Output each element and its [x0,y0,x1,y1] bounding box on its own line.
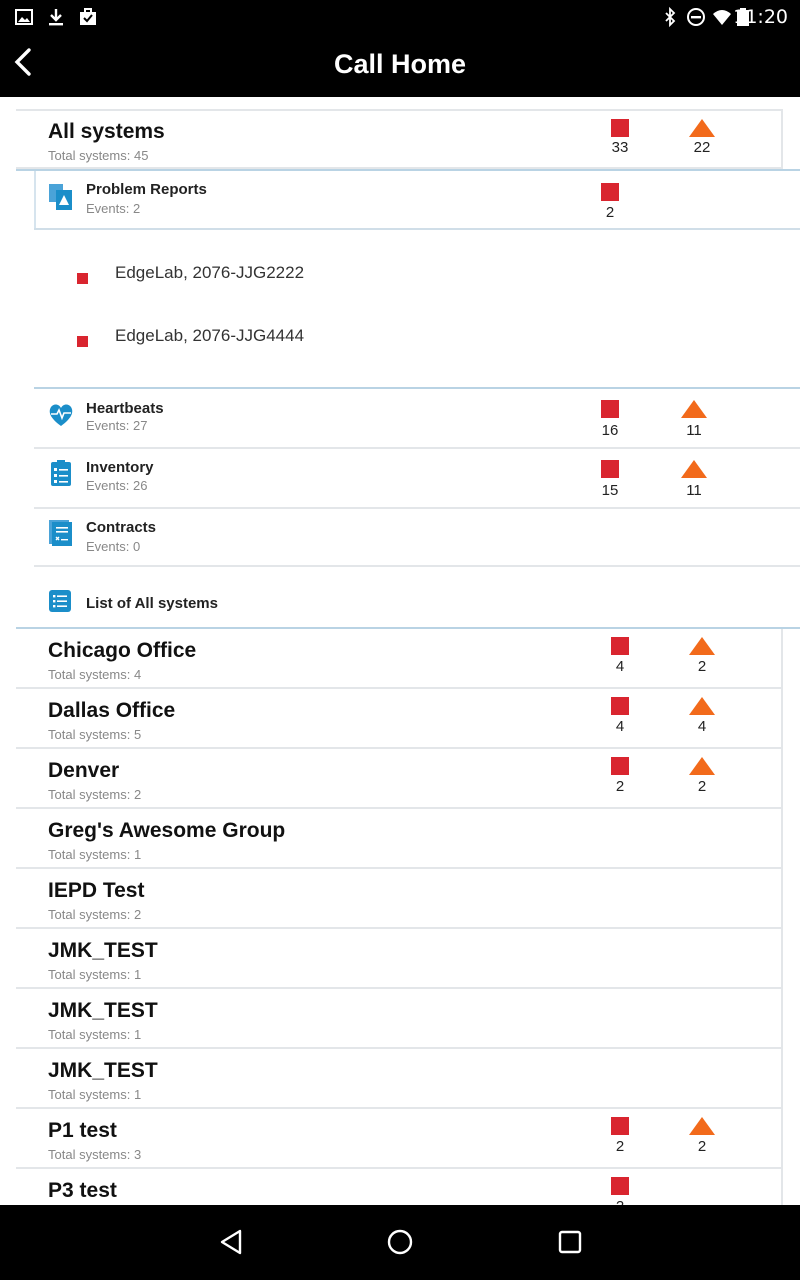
heartbeat-icon [48,401,74,429]
system-group-row[interactable] [16,989,781,1047]
navigation-bar [0,1205,800,1280]
all-systems-subtitle: Total systems: 45 [48,148,149,163]
group-subtitle: Total systems: 4 [48,667,142,682]
warning-triangle-icon [689,637,715,655]
problem-square-icon [601,400,619,418]
warning-triangle-icon [689,697,715,715]
problem-square-icon [601,183,619,201]
problem-square-icon [601,460,619,478]
system-group-row[interactable] [16,809,781,867]
warning-count: 22 [693,139,711,156]
row-border [781,929,783,987]
problem-count: 2 [605,204,615,221]
system-group-row[interactable] [16,1109,781,1167]
problem-square-icon [77,273,88,284]
problem-count: 15 [601,482,619,499]
category-subtitle: Events: 2 [86,201,141,216]
group-subtitle: Total systems: 2 [48,787,142,802]
warning-count: 11 [686,482,702,499]
row-border [781,749,783,807]
page-title: Call Home [333,49,467,79]
category-title: Contracts [86,519,157,536]
nav-recents-icon[interactable] [555,1227,585,1257]
briefcase-check-icon [78,7,98,27]
category-heartbeats[interactable] [36,389,800,447]
warning-triangle-icon [681,400,707,418]
category-subtitle: Events: 26 [86,478,148,493]
status-bar [0,0,800,33]
group-name: Greg's Awesome Group [48,819,286,842]
nav-home-icon[interactable] [385,1227,415,1257]
system-group-row[interactable] [16,1049,781,1107]
category-title: Heartbeats [86,400,164,417]
problem-count: 16 [601,422,619,439]
group-subtitle: Total systems: 1 [48,1027,142,1042]
category-subtitle: Events: 27 [86,418,148,433]
problem-square-icon [611,1177,629,1195]
group-subtitle: Total systems: 2 [48,907,142,922]
row-border [781,869,783,927]
system-label: EdgeLab, 2076-JJG2222 [115,263,305,282]
system-group-row[interactable] [16,689,781,747]
warning-triangle-icon [689,1117,715,1135]
warning-count: 2 [697,778,707,795]
warning-count: 11 [686,422,702,439]
list-icon [48,589,72,613]
system-label: EdgeLab, 2076-JJG4444 [115,326,305,345]
contracts-icon [48,519,74,547]
row-border [781,809,783,867]
system-group-row[interactable] [16,629,781,687]
nav-back-icon[interactable] [216,1227,246,1257]
category-inventory[interactable] [36,449,800,507]
group-subtitle: Total systems: 1 [48,967,142,982]
system-group-row[interactable] [16,869,781,927]
group-name: Dallas Office [48,699,176,722]
row-border [781,689,783,747]
warning-count: 2 [697,1138,707,1155]
problem-system-item[interactable] [36,247,800,297]
problem-square-icon [611,697,629,715]
wifi-icon [712,7,732,27]
problem-count: 2 [615,778,625,795]
group-name: Denver [48,759,120,782]
content-list [0,97,800,1205]
row-border [781,1049,783,1107]
problem-count: 4 [615,718,625,735]
group-name: JMK_TEST [48,1059,158,1082]
problem-square-icon [611,637,629,655]
group-name: JMK_TEST [48,999,158,1022]
list-all-systems-header[interactable] [36,575,800,625]
warning-triangle-icon [681,460,707,478]
system-group-row[interactable] [16,749,781,807]
group-subtitle: Total systems: 5 [48,727,142,742]
group-name: Chicago Office [48,639,197,662]
category-contracts[interactable] [36,509,800,565]
list-header-title: List of All systems [86,595,218,612]
row-border [781,1109,783,1167]
group-name: P3 test [48,1179,117,1202]
problem-reports-icon [48,183,74,211]
problem-square-icon [611,757,629,775]
warning-count: 4 [697,718,707,735]
clock: 11:20 [733,6,788,28]
group-subtitle: Total systems: 3 [48,1147,142,1162]
dnd-icon [686,7,706,27]
all-systems-row[interactable] [16,111,781,167]
problem-count: 4 [615,658,625,675]
group-name: P1 test [48,1119,117,1142]
warning-count: 2 [697,658,707,675]
app-bar [0,33,800,97]
inventory-icon [48,459,74,487]
problem-count: 33 [611,139,629,156]
problem-square-icon [77,336,88,347]
row-border [781,629,783,687]
problem-square-icon [611,119,629,137]
system-group-row[interactable] [16,929,781,987]
warning-triangle-icon [689,119,715,137]
bluetooth-icon [660,7,680,27]
warning-triangle-icon [689,757,715,775]
image-icon [14,7,34,27]
problem-square-icon [611,1117,629,1135]
group-subtitle: Total systems: 1 [48,847,142,862]
category-title: Problem Reports [86,181,207,198]
download-icon [46,7,66,27]
category-title: Inventory [86,459,154,476]
category-subtitle: Events: 0 [86,539,141,554]
group-name: IEPD Test [48,879,145,902]
group-subtitle: Total systems: 1 [48,1087,142,1102]
category-problem-reports[interactable] [36,171,800,228]
group-name: JMK_TEST [48,939,158,962]
problem-count: 2 [615,1138,625,1155]
row-border [781,989,783,1047]
all-systems-title: All systems [48,120,165,143]
problem-system-item[interactable] [36,310,800,360]
